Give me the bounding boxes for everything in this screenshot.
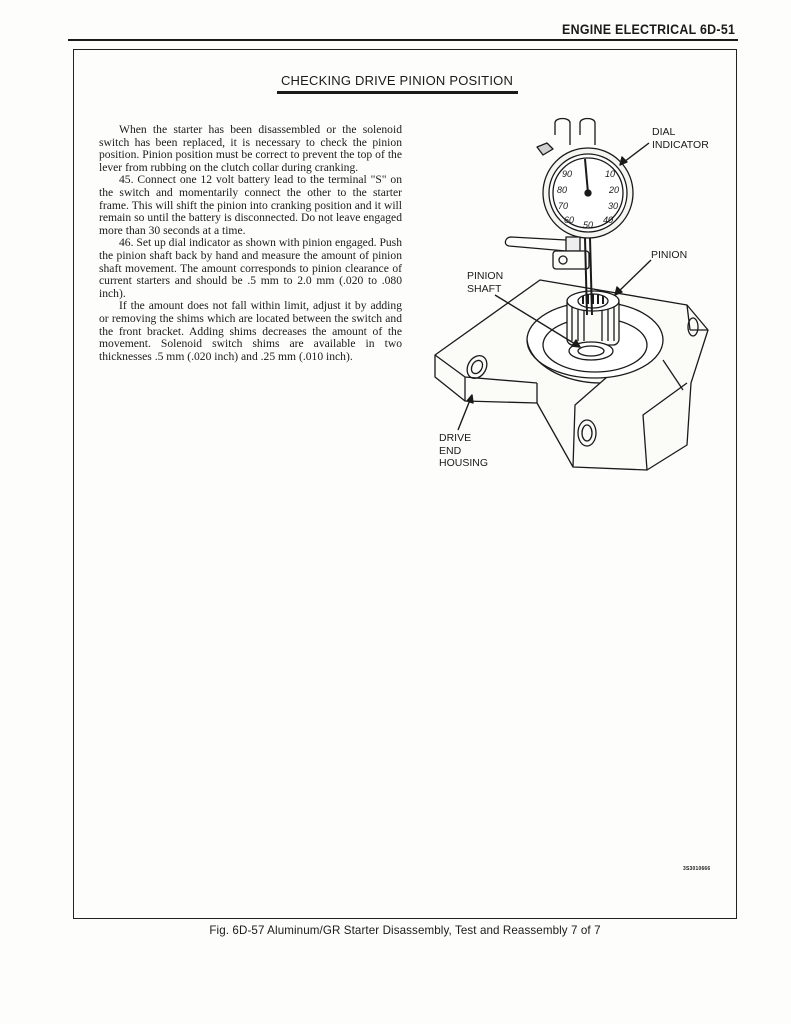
callout-pinion-shaft: PINION SHAFT: [467, 270, 504, 295]
step-46-paragraph: 46. Set up dial indicator as shown with pinion engaged. Push the pinion shaft back by hand and measure the amount of pinion shaft movement. The amount corresponds to pinion clearance of current starters and should be .5 mm to 2.0 mm (.020 to .080 inch).: [99, 236, 402, 300]
procedure-text: [99, 124, 402, 363]
section-title: CHECKING DRIVE PINION POSITION: [280, 73, 514, 88]
dial-number: 30: [608, 201, 619, 211]
pinion-check-illustration: [425, 115, 725, 485]
dial-number: 90: [562, 169, 573, 179]
dial-number: 60: [564, 215, 575, 225]
callout-pinion: PINION: [651, 249, 688, 261]
dial-number: 50: [583, 220, 594, 230]
callout-drive-end-housing: DRIVE END HOUSING: [439, 432, 489, 469]
step-45-paragraph: 45. Connect one 12 volt battery lead to the terminal "S" on the switch and momentarily connect the other to the starter frame. This will shift the pinion into cranking position and it will remain so until the battery is disconnected. Do not leave engaged more than 30 seconds at a time.: [99, 173, 402, 237]
dial-number: 80: [557, 185, 568, 195]
callout-dial-indicator: DIAL INDICATOR: [652, 126, 709, 151]
figure-code: 3S3010666: [683, 866, 711, 872]
adjustment-paragraph: If the amount does not fall within limit, adjust it by adding or removing the shims which are located between the switch and the front bracket. Adding shims decreases the amount of the movement. Solenoid switch shims are available in two thicknesses .5 mm (.020 inch) and .25 mm (.010 inch).: [99, 299, 402, 363]
running-head: ENGINE ELECTRICAL 6D-51: [561, 22, 735, 37]
pinion-gear-drawing: [567, 291, 619, 360]
figure-caption: Fig. 6D-57 Aluminum/GR Starter Disassembly, Test and Reassembly 7 of 7: [209, 924, 601, 937]
intro-paragraph: When the starter has been disassembled or the solenoid switch has been replaced, it is necessary to check the pinion position. Pinion position must be correct to prevent the top of the lever from rubbing on the clutch collar during cranking.: [99, 123, 402, 174]
dial-number: 20: [609, 185, 620, 195]
section-title-underline: [277, 91, 518, 94]
dial-number: 70: [558, 201, 569, 211]
header-rule: [68, 39, 738, 41]
dial-number: 10: [605, 169, 616, 179]
dial-number: 40: [603, 215, 614, 225]
